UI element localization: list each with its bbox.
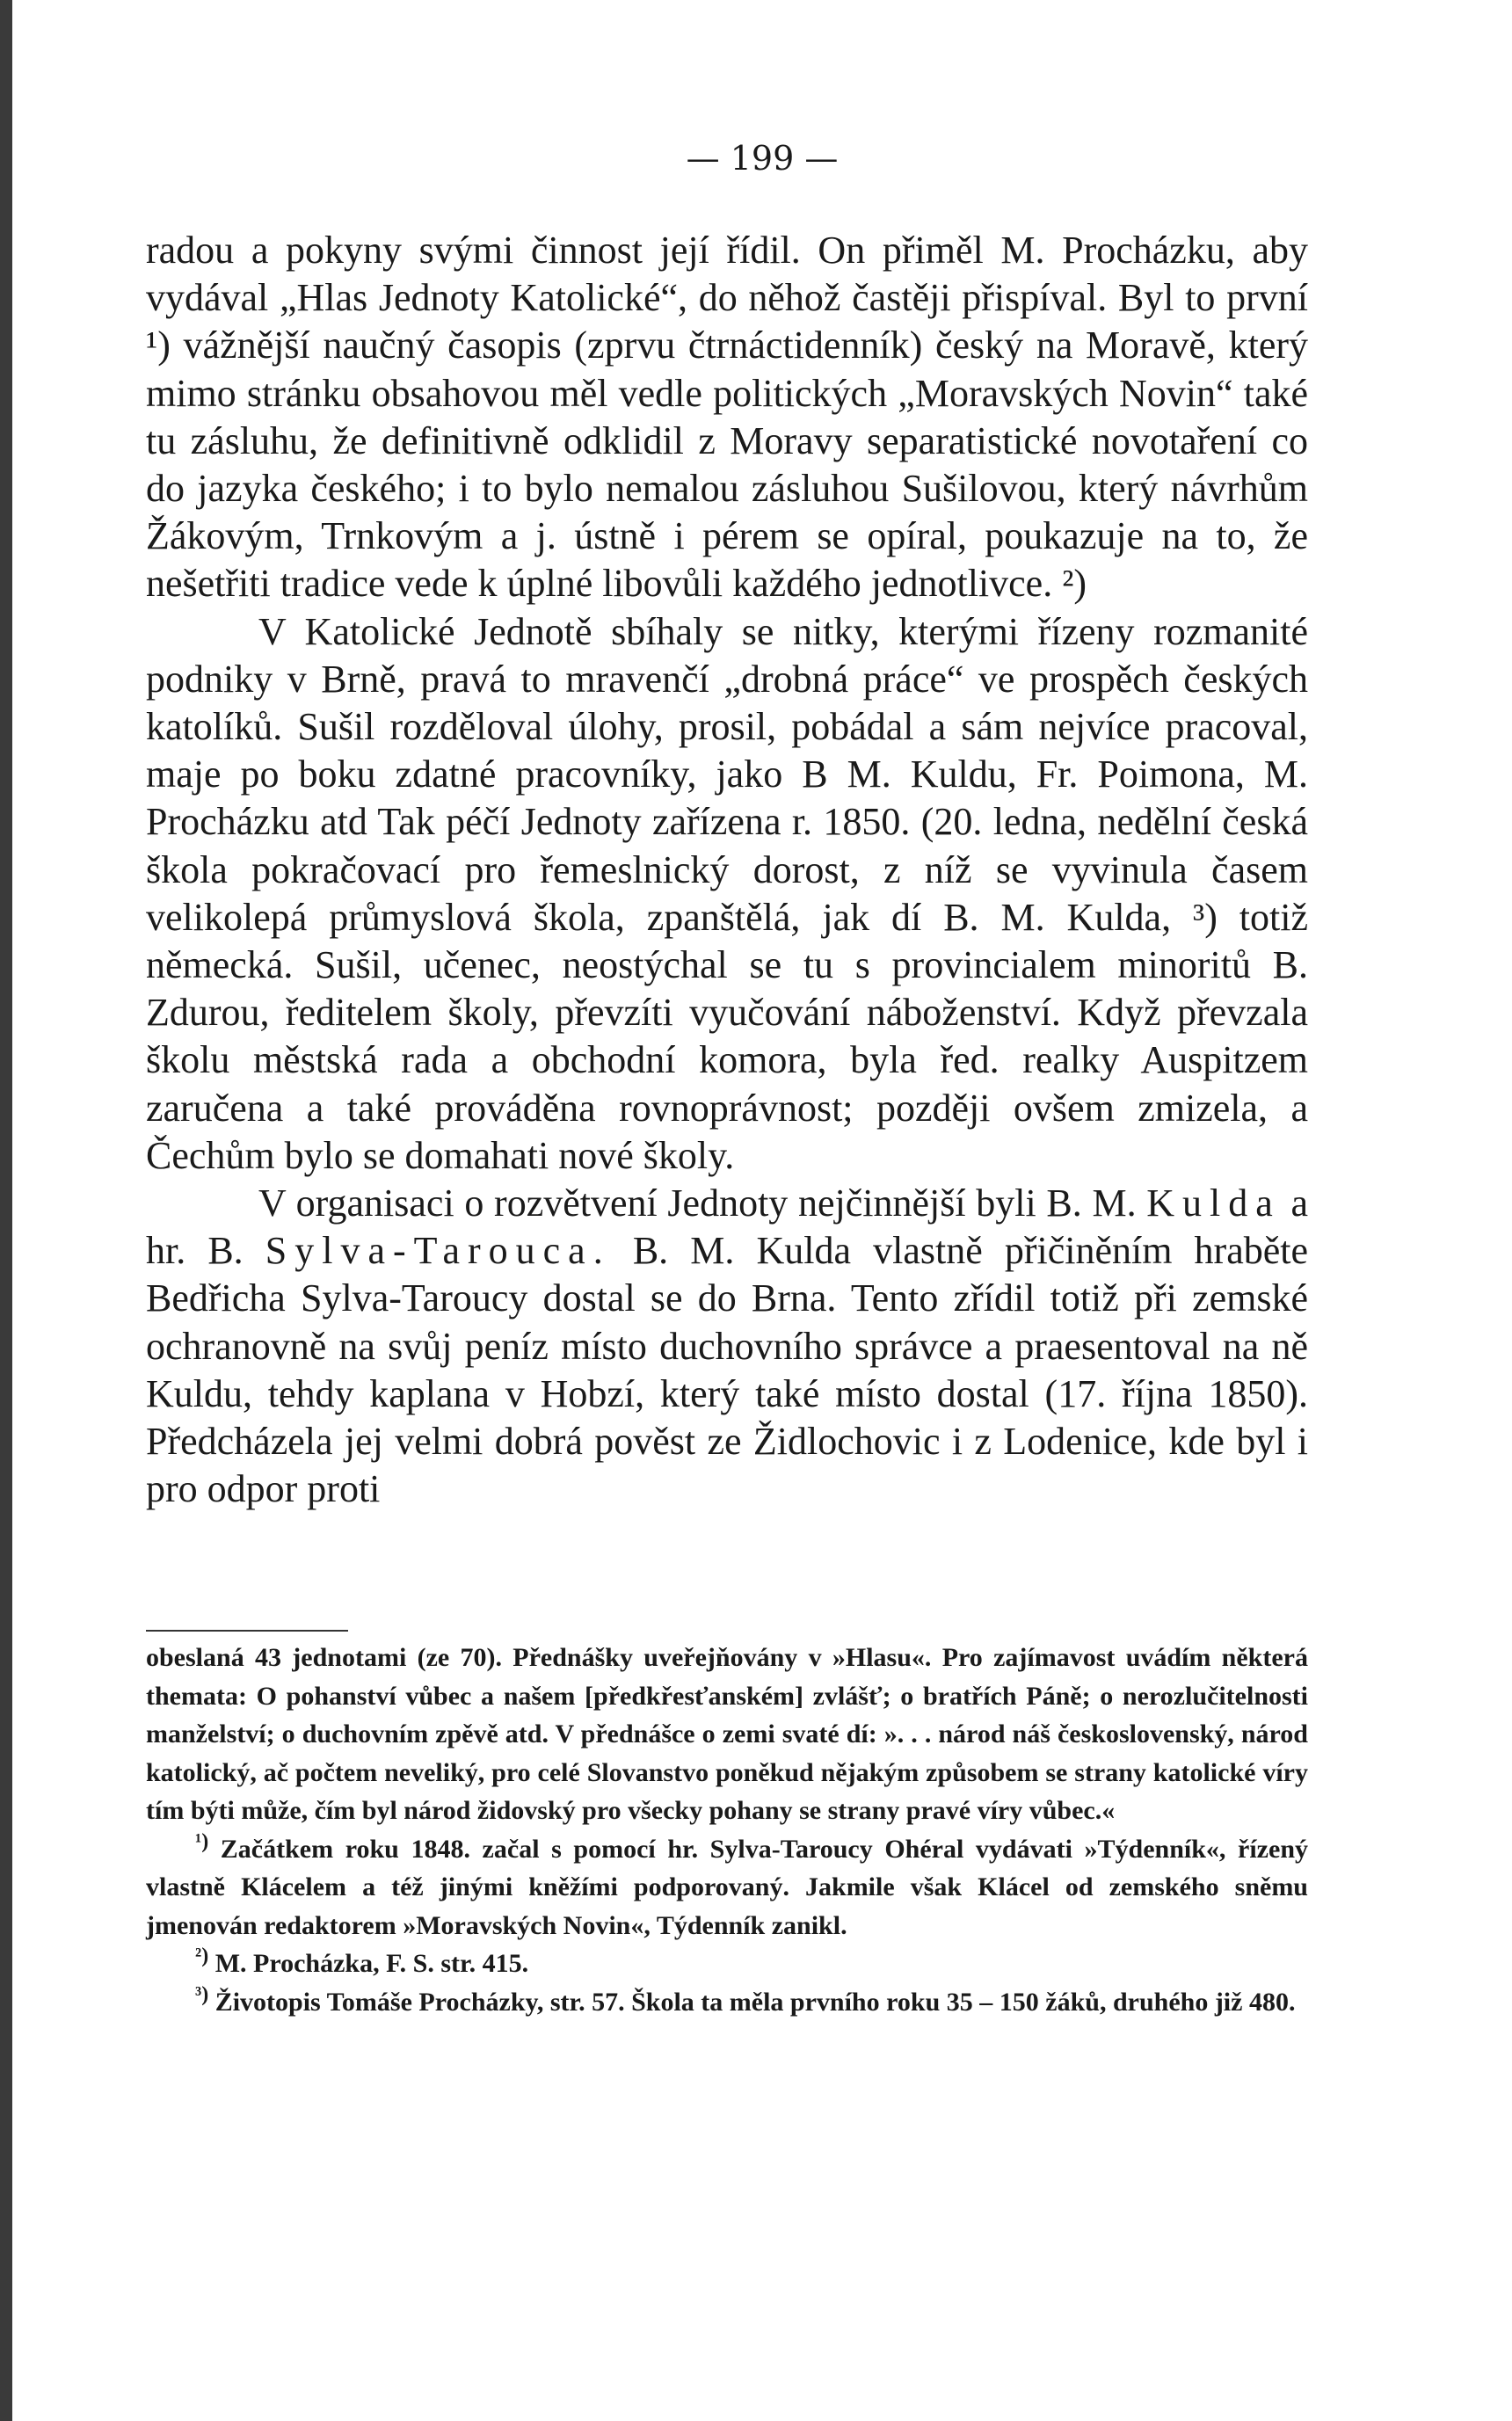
main-text (146, 227, 1308, 1513)
footnote-2 (146, 1945, 1308, 1983)
footnote-text: Životopis Tomáše Procházky, str. 57. Škola ta měla prvního roku 35 – 150 žáků, druhého již 480. (214, 1987, 1296, 2017)
paragraph-3 (146, 1180, 1308, 1513)
footnote-marker: ²) (195, 1945, 209, 1967)
footnote-marker: ¹) (195, 1829, 209, 1853)
footnote-text: M. Procházka, F. S. str. 415. (214, 1949, 529, 1978)
footnote-1 (146, 1830, 1308, 1945)
page-number: — 199 — (686, 139, 839, 178)
footnote-continued: obeslaná 43 jednotami (ze 70). Přednášky uveřejňovány v »Hlasu«. Pro zajímavost uvádím některá themata: O pohanství vůbec a našem [předkřesťanském] zvlášť; o bratřích Páně; o nerozlučitelnosti manželství; o duchovním zpěvě atd. V přednášce o zemi svaté dí: ». . . národ náš československý, národ katolický, ač počtem neveliký, pro celé Slovanstvo poněkud nějakým způsobem se strany katolické víry tím býti může, čím byl národ židovský pro všecky pohany se strany pravé víry vůbec.« (146, 1643, 1308, 1825)
spaced-name-kulda: Kulda (1146, 1181, 1281, 1225)
document-page (12, 0, 1512, 2421)
paragraph-3-rest: B. M. Kulda vlastně přičiněním hraběte Bedřicha Sylva-Taroucy dostal se do Brna. Tento zřídil totiž při zemské ochranovně na svůj peníz místo duchovního správce a praesentoval na ně Kuldu, tehdy kaplana v Hobzí, který také místo dostal (17. října 1850). Předcházela jej velmi dobrá pověst ze Židlochovic i z Lodenice, kde byl i pro odpor proti (146, 1229, 1309, 1511)
footnote-3 (146, 1983, 1308, 2022)
spaced-name-sylva-tarouca: Sylva-Tarouca. (265, 1229, 611, 1273)
paragraph-3-mid: a hr. B. (146, 1181, 1309, 1273)
footnotes (146, 1639, 1308, 2021)
footnote-text: Začátkem roku 1848. začal s pomocí hr. Sylva-Taroucy Ohéral vydávati »Týdenník«, řízený vlastně Klácelem a též jinými kněžími podporovaný. Jakmile však Klácel od zemského sněmu jmenován redaktorem »Moravských Novin«, Týdenník zanikl. (146, 1834, 1309, 1940)
paragraph-2: V Katolické Jednotě sbíhaly se nitky, kterými řízeny rozmanité podniky v Brně, pravá to mravenčí „drobná práce“ ve prospěch českých katolíků. Sušil rozděloval úlohy, prosil, pobádal a sám nejvíce pracoval, maje po boku zdatné pracovníky, jako B M. Kuldu, Fr. Poimona, M. Procházku atd Tak péčí Jednoty zařízena r. 1850. (20. ledna, nedělní česká škola pokračovací pro řemeslnický dorost, z níž se vyvinula časem velikolepá průmyslová škola, zpanštělá, jak dí B. M. Kulda, ³) totiž německá. Sušil, učenec, neostýchal se tu s provincialem minoritů B. Zdurou, ředitelem školy, převzíti vyučování náboženství. Když převzala školu městská rada a obchodní komora, byla řed. realky Auspitzem zaručena a také prováděna rovnoprávnost; později ovšem zmizela, a Čechům bylo se domahati nové školy. (146, 609, 1308, 1177)
paragraph-3-start: V organisaci o rozvětvení Jednoty nejčinnější byli B. M. (258, 1181, 1137, 1225)
footnote-marker: ³) (195, 1982, 209, 2006)
paragraph-1: radou a pokyny svými činnost její řídil. On přiměl M. Procházku, aby vydával „Hlas Jednoty Katolické“, do něhož častěji přispíval. Byl to první ¹) vážnější naučný časopis (zprvu čtrnáctidenník) český na Moravě, který mimo stránku obsahovou měl vedle politických „Moravských Novin“ také tu zásluhu, že definitivně odklidil z Moravy separatistické novotaření co do jazyka českého; i to bylo nemalou zásluhou Sušilovou, který návrhům Žákovým, Trnkovým a j. ústně i pérem se opíral, poukazuje na to, že nešetřiti tradice vede k úplné libovůli každého jednotlivce. ²) (146, 229, 1308, 606)
footnote-divider (146, 1630, 348, 1632)
